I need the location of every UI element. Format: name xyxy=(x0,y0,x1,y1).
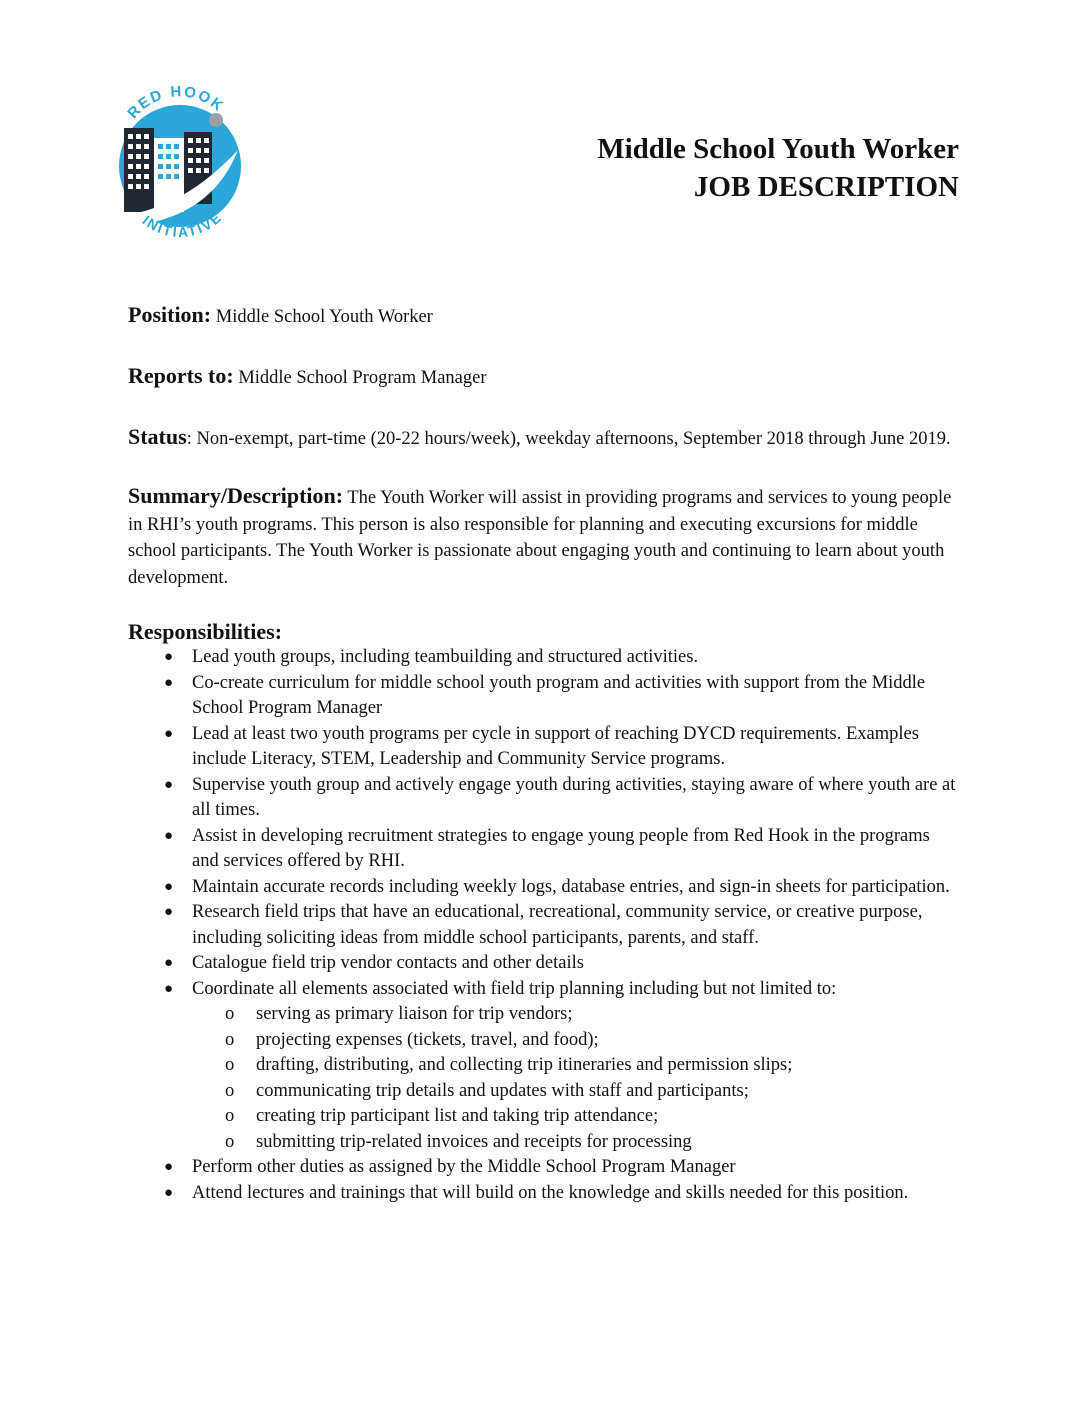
list-item: ● Catalogue field trip vendor contacts and other details xyxy=(128,951,958,977)
list-item: ● Perform other duties as assigned by the Middle School Program Manager xyxy=(128,1155,958,1181)
organization-logo xyxy=(104,86,254,238)
bullet-icon: ● xyxy=(164,649,174,665)
sub-bullet-icon: o xyxy=(225,1004,235,1024)
list-item: ● Assist in developing recruitment strategies to engage young people from Red Hook in the programs and services offered by RHI. xyxy=(164,825,930,871)
sub-bullet-icon: o xyxy=(225,1131,235,1152)
sub-list-item: o serving as primary liaison for trip vendors; xyxy=(192,1002,958,1028)
bullet-icon: ● xyxy=(164,674,174,691)
red-hook-initiative-logo-icon xyxy=(104,86,254,238)
sub-bullet-icon: o xyxy=(225,1106,235,1126)
bullet-icon: ● xyxy=(164,1184,174,1201)
sub-list-item: o creating trip participant list and taking trip attendance; xyxy=(192,1104,958,1130)
list-item: ● Lead youth groups, including teambuilding and structured activities. xyxy=(128,645,958,671)
field-trip-sublist xyxy=(192,1002,958,1155)
reports-to-field xyxy=(128,363,958,392)
sub-bullet-icon: o xyxy=(225,1080,235,1101)
list-item: ● Co-create curriculum for middle school youth program and activities with support from the Middle School Program Manager xyxy=(164,672,926,718)
list-item: ● Research field trips that have an educational, recreational, community service, or creative purpose, including soliciting ideas from middle school participants, parents, and staff. xyxy=(164,902,923,948)
reports-to-value: Middle School Program Manager xyxy=(233,367,487,388)
document-title xyxy=(597,130,959,206)
position-field xyxy=(128,302,958,331)
sub-list-item: o drafting, distributing, and collecting trip itineraries and permission slips; xyxy=(192,1053,958,1079)
summary-label: Summary/Description: xyxy=(128,483,344,508)
sub-bullet-icon: o xyxy=(225,1055,235,1075)
logo-text-bottom: INITIATIVE xyxy=(139,208,226,238)
status-field xyxy=(128,422,958,454)
bullet-icon: ● xyxy=(164,827,174,844)
status-value: : Non-exempt, part-time (20-22 hours/week), weekday afternoons, September 2018 through June 2019. xyxy=(186,429,951,449)
sun-icon xyxy=(209,113,223,127)
list-item: ● Maintain accurate records including weekly logs, database entries, and sign-in sheets for participation. xyxy=(128,875,958,901)
bullet-icon: ● xyxy=(164,878,174,895)
position-label: Position: xyxy=(128,302,212,327)
document-body xyxy=(128,302,958,1206)
sub-list-item: o communicating trip details and updates with staff and participants; xyxy=(192,1079,958,1105)
list-item: ● Lead at least two youth programs per cycle in support of reaching DYCD requirements. Examples include Literacy, STEM, Leadership and Community Service programs. xyxy=(164,723,919,769)
list-item: ● Attend lectures and trainings that will build on the knowledge and skills needed for this position. xyxy=(128,1181,958,1207)
reports-to-label: Reports to: xyxy=(128,362,234,388)
logo-text-top: RED HOOK xyxy=(124,86,228,122)
bullet-icon: ● xyxy=(164,1159,174,1175)
sub-list-item: o submitting trip-related invoices and receipts for processing xyxy=(192,1130,958,1156)
responsibilities-list xyxy=(128,645,958,1206)
list-item: ● Coordinate all elements associated with field trip planning including but not limited to: o serving as primary liaison for trip vendors; o projecting expenses (tickets, travel, and food); o drafting, distributing, and collecting trip itineraries and permission slips; o communicating trip details and updates with staff and participants; o creating trip participant list and taking trip attendance; o submitting trip-related invoices and receipts for processing xyxy=(128,977,958,1156)
bullet-icon: ● xyxy=(164,904,174,920)
sub-bullet-icon: o xyxy=(225,1029,235,1050)
title-line-job-description: JOB DESCRIPTION xyxy=(693,171,959,203)
title-line-position: Middle School Youth Worker xyxy=(597,133,959,165)
summary-value: The Youth Worker will assist in providing programs and services to young people in RHI’s youth programs. This person is also responsible for planning and executing excursions for middle school participants. The Youth Worker is passionate about engaging youth and continuing to learn about youth development. xyxy=(128,488,952,588)
status-label: Status xyxy=(128,424,187,449)
bullet-icon: ● xyxy=(164,725,174,742)
position-value: Middle School Youth Worker xyxy=(211,307,433,327)
bullet-icon: ● xyxy=(164,776,174,793)
list-item: ● Supervise youth group and actively engage youth during activities, staying aware of where youth are at all times. xyxy=(164,774,956,820)
sub-list-item: o projecting expenses (tickets, travel, and food); xyxy=(192,1028,958,1054)
bullet-icon: ● xyxy=(164,955,174,971)
bullet-icon: ● xyxy=(164,980,174,997)
responsibilities-heading: Responsibilities: xyxy=(128,619,283,644)
summary-field xyxy=(128,483,958,591)
